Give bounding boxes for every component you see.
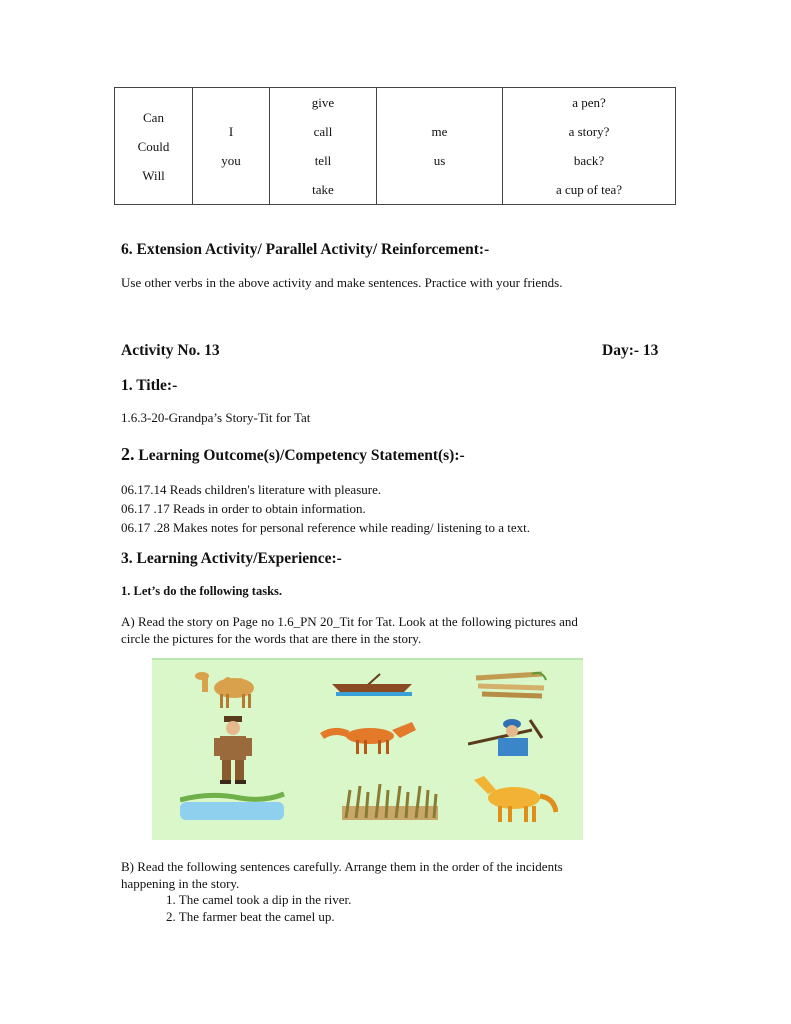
table-cell: Will <box>142 167 165 183</box>
outcomes-heading-text: Learning Outcome(s)/Competency Statement(s):- <box>138 447 465 464</box>
table-cell: tell <box>314 153 332 168</box>
task-a-line: circle the pictures for the words that are there in the story. <box>121 631 422 646</box>
outcome-item: 06.17 .28 Makes notes for personal reference while reading/ listening to a text. <box>121 520 531 535</box>
table-column-complement <box>503 88 676 205</box>
table-cell: me <box>431 124 448 139</box>
horse-icon <box>468 772 558 824</box>
table-cell: take <box>312 182 334 197</box>
riverbank-icon <box>180 788 286 822</box>
farmer-icon <box>468 716 546 758</box>
sentence-substitution-table <box>114 87 676 205</box>
learning-activity-heading: 3. Learning Activity/Experience:- <box>121 550 342 567</box>
title-text: 1.6.3-20-Grandpa’s Story-Tit for Tat <box>121 410 311 425</box>
table-cell: a pen? <box>572 95 606 110</box>
sugarcane-icon <box>472 670 548 700</box>
grass-field-icon <box>342 780 438 820</box>
table-cell: a cup of tea? <box>555 182 623 197</box>
table-column-subject <box>193 88 270 205</box>
table-cell: us <box>433 153 446 168</box>
table-cell: you <box>221 153 241 168</box>
outcomes-list <box>121 480 530 537</box>
table-cell: I <box>228 124 234 139</box>
section-6-text: Use other verbs in the above activity and make sentences. Practice with your friends. <box>121 275 563 290</box>
task-b-instructions <box>121 858 563 892</box>
activity-day: Day:- 13 <box>602 342 659 359</box>
boat-icon <box>330 672 414 698</box>
picture-panel <box>152 658 583 840</box>
activity-number: Activity No. 13 <box>121 342 220 359</box>
outcomes-heading <box>121 444 465 465</box>
outcomes-heading-number: 2. <box>121 444 135 464</box>
task-a-line: A) Read the story on Page no 1.6_PN 20_Tit for Tat. Look at the following pictures and <box>121 614 578 629</box>
outcome-item: 06.17 .17 Reads in order to obtain information. <box>121 501 366 516</box>
fox-icon <box>320 716 420 756</box>
outcome-item: 06.17.14 Reads children's literature with pleasure. <box>121 482 382 497</box>
task-a-instructions <box>121 613 578 647</box>
task-b-line: happening in the story. <box>121 876 240 891</box>
tasks-heading: 1. Let’s do the following tasks. <box>121 584 283 598</box>
table-column-verb <box>270 88 377 205</box>
task-b-line: B) Read the following sentences carefully. Arrange them in the order of the incidents <box>121 859 563 874</box>
list-item: 1. The camel took a dip in the river. <box>166 892 352 907</box>
camel-icon <box>194 668 266 710</box>
table-column-modal <box>115 88 193 205</box>
table-cell: Can <box>143 109 164 125</box>
table-cell: give <box>311 95 335 110</box>
section-6-heading: 6. Extension Activity/ Parallel Activity/ Reinforcement:- <box>121 241 490 258</box>
table-cell: call <box>313 124 333 139</box>
sentence-list <box>166 891 351 925</box>
table-cell: back? <box>573 153 605 168</box>
title-heading: 1. Title:- <box>121 377 178 394</box>
list-item: 2. The farmer beat the camel up. <box>166 909 335 924</box>
table-cell: Could <box>137 138 170 154</box>
table-column-object <box>377 88 503 205</box>
policeman-icon <box>210 716 256 784</box>
table-cell: a story? <box>568 124 610 139</box>
